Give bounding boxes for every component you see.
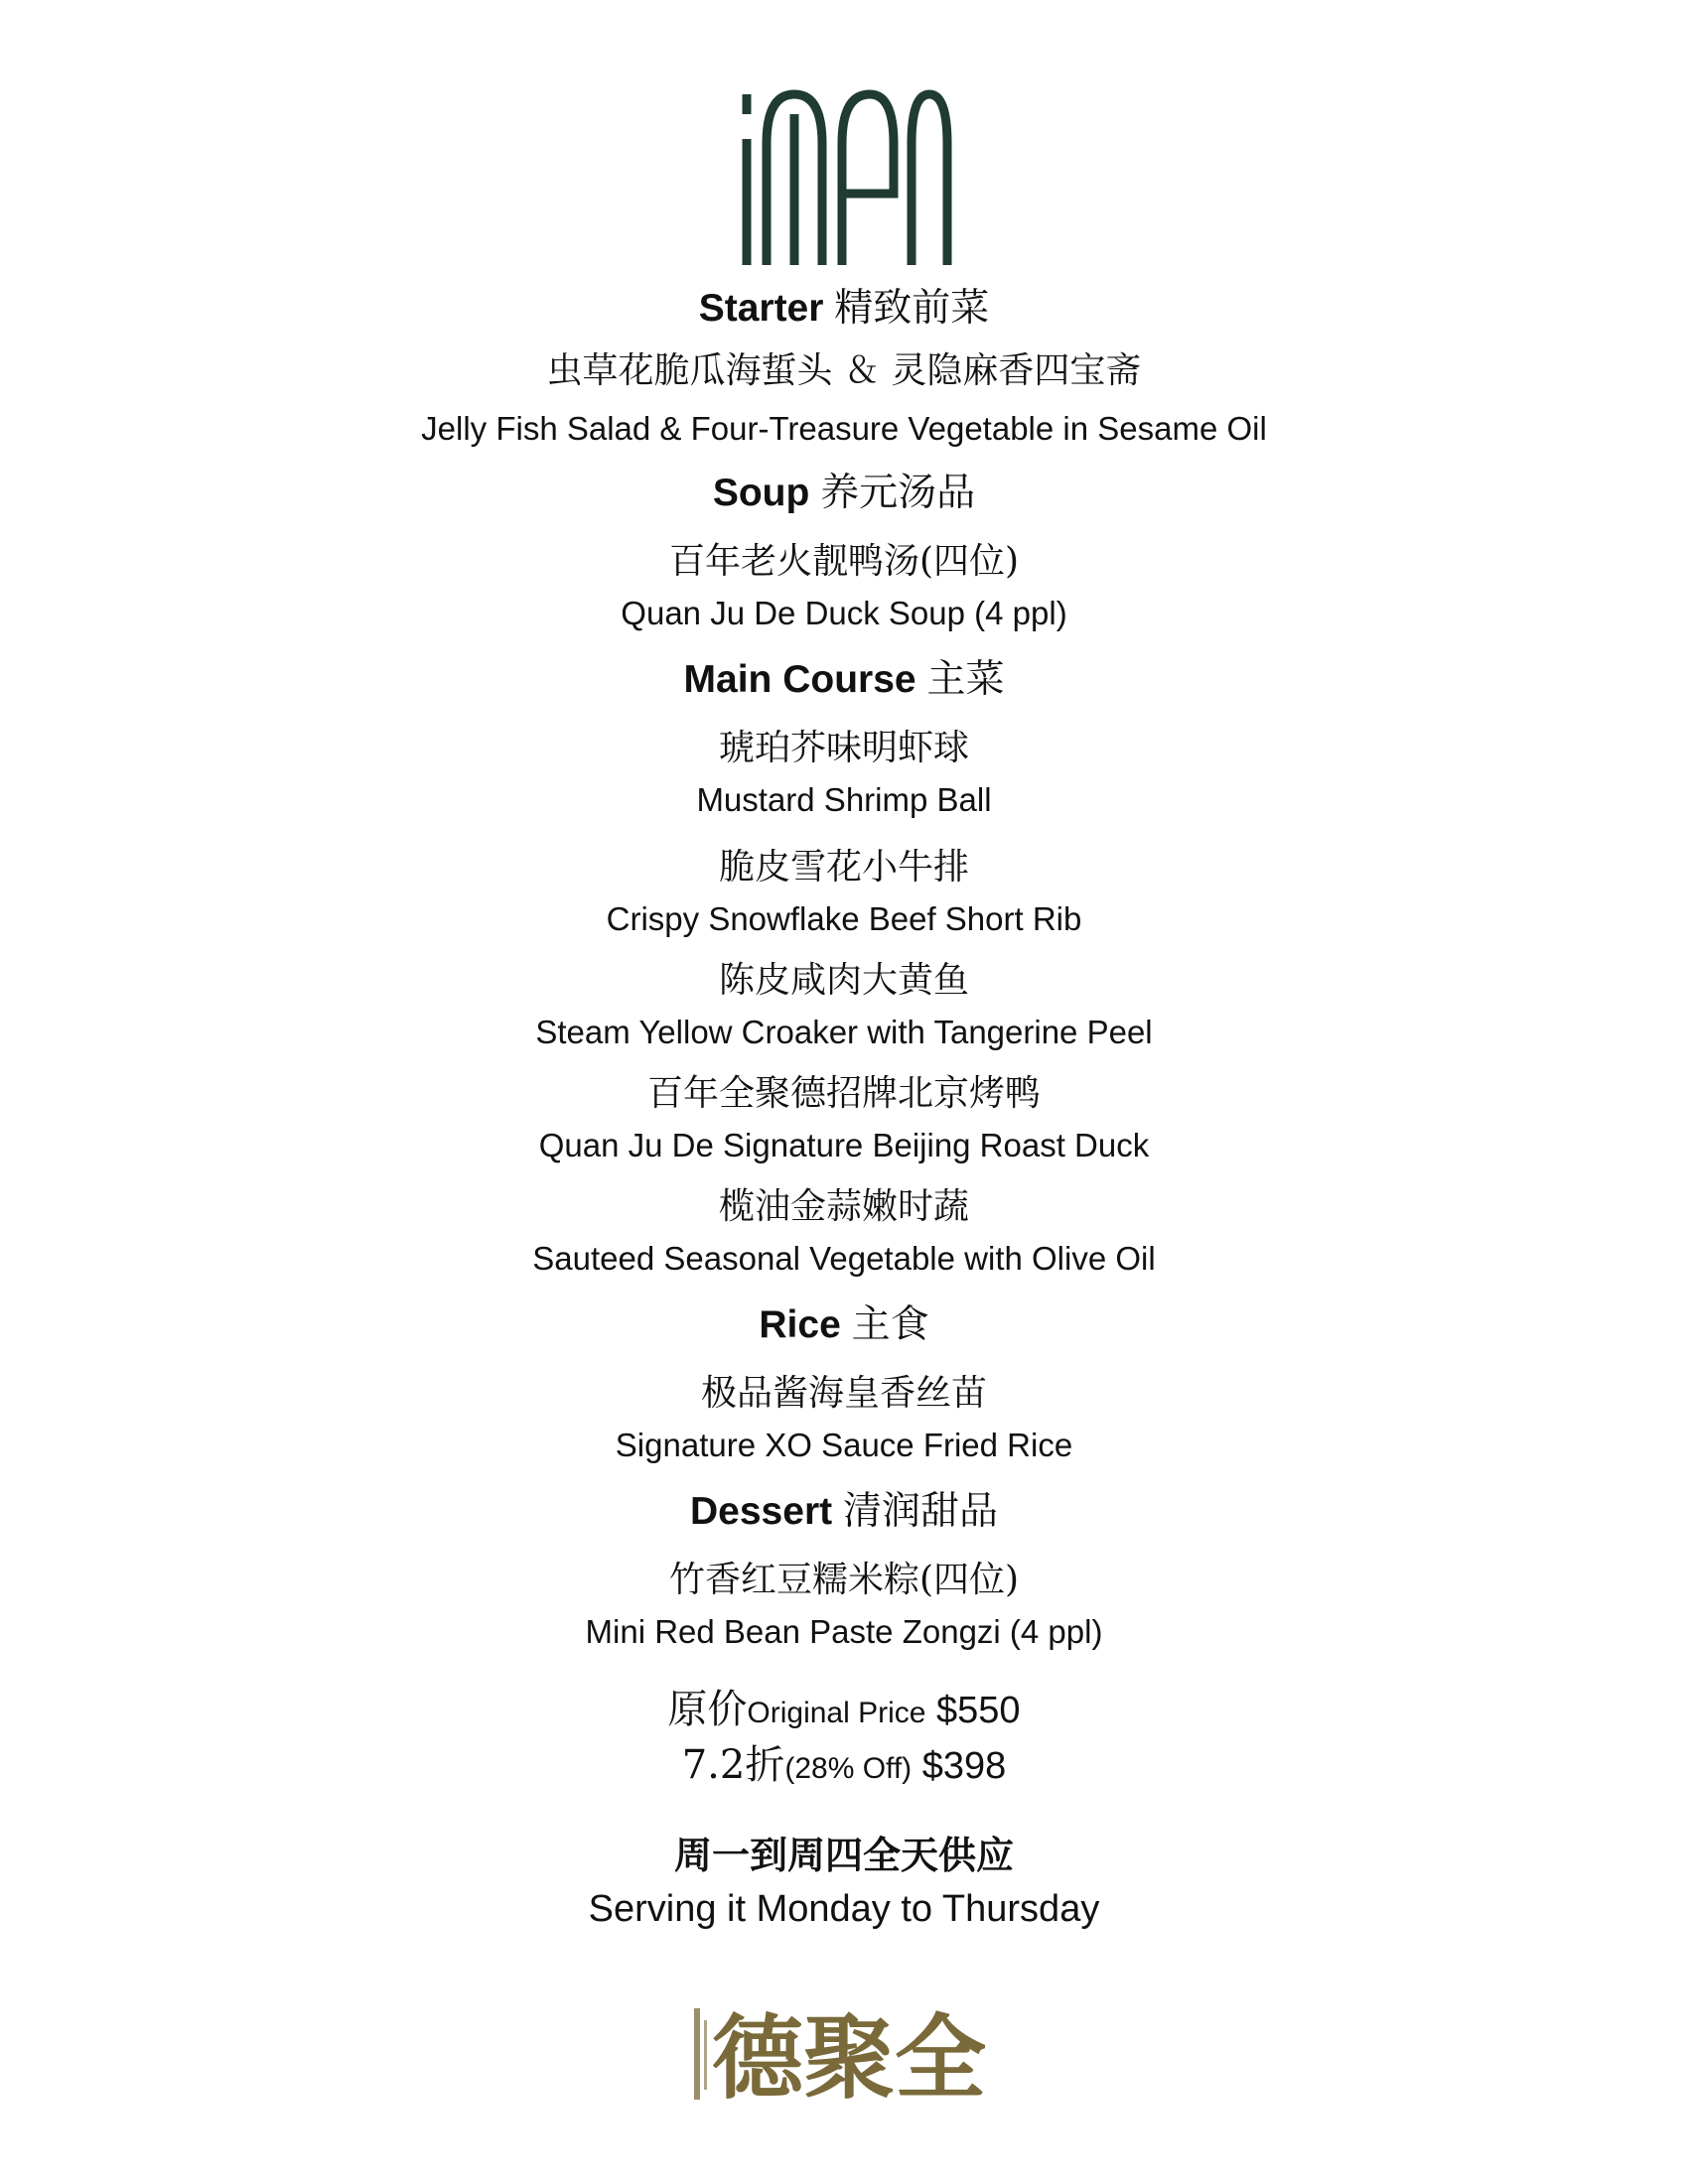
main-course-heading-en: Main Course: [683, 658, 916, 701]
rice-heading-en: Rice: [759, 1303, 841, 1346]
soup-heading-en: Soup: [712, 472, 810, 514]
dessert-item-zh: 竹香红豆糯米粽(四位): [668, 1560, 1020, 1600]
quanjude-seal: [690, 1990, 998, 2119]
soup-heading-zh: 养元汤品: [820, 471, 976, 515]
main-item-zh: 陈皮咸肉大黄鱼: [718, 960, 969, 1001]
rice-heading-zh: 主食: [851, 1302, 929, 1347]
main-course-heading-zh: 主菜: [926, 657, 1005, 702]
original-price-amount: $550: [936, 1690, 1021, 1731]
rice-item-zh: 极品酱海皇香丝苗: [700, 1373, 987, 1414]
serving-en: Serving it Monday to Thursday: [588, 1888, 1100, 1930]
original-price-en: Original Price: [747, 1697, 926, 1729]
main-item-en: Sauteed Seasonal Vegetable with Olive Oil: [532, 1240, 1156, 1277]
serving-zh: 周一到周四全天供应: [673, 1834, 1014, 1877]
starter-item-en: Jelly Fish Salad & Four-Treasure Vegetable in Sesame Oil: [421, 410, 1267, 447]
starter-heading-en: Starter: [698, 287, 824, 330]
main-item-zh: 琥珀芥味明虾球: [718, 728, 969, 768]
svg-text:德聚全: 德聚全: [711, 2004, 987, 2112]
starter-heading: [0, 286, 1688, 332]
soup-heading: [0, 471, 1688, 516]
iden-logo: [735, 84, 953, 273]
original-price: [0, 1684, 1688, 1739]
starter-item-zh: 虫草花脆瓜海蜇头 ＆ 灵隐麻香四宝斋: [546, 350, 1142, 391]
dessert-heading-zh: 清润甜品: [842, 1489, 998, 1534]
discount-zh: 7.2折: [681, 1742, 785, 1788]
discount-amount: $398: [921, 1745, 1007, 1787]
main-item-en: Crispy Snowflake Beef Short Rib: [606, 900, 1082, 937]
rice-item-en: Signature XO Sauce Fried Rice: [615, 1427, 1073, 1463]
discount-price: [0, 1739, 1688, 1795]
dessert-heading: [0, 1489, 1688, 1535]
main-item-en: Quan Ju De Signature Beijing Roast Duck: [538, 1127, 1150, 1163]
original-price-zh: 原价: [667, 1687, 748, 1732]
discount-en: (28% Off): [784, 1752, 913, 1785]
soup-item-zh: 百年老火靓鸭汤(四位): [668, 541, 1020, 582]
main-item-zh: 脆皮雪花小牛排: [718, 847, 969, 887]
dessert-heading-en: Dessert: [690, 1490, 833, 1533]
dessert-item-en: Mini Red Bean Paste Zongzi (4 ppl): [585, 1613, 1103, 1650]
starter-heading-zh: 精致前菜: [834, 286, 990, 331]
soup-item-en: Quan Ju De Duck Soup (4 ppl): [621, 595, 1067, 631]
rice-heading: [0, 1302, 1688, 1348]
main-item-zh: 榄油金蒜嫩时蔬: [718, 1186, 969, 1227]
main-item-zh: 百年全聚德招牌北京烤鸭: [646, 1073, 1041, 1114]
main-item-en: Mustard Shrimp Ball: [696, 781, 992, 818]
quanjude-seal-mark: [690, 1990, 998, 2119]
main-item-en: Steam Yellow Croaker with Tangerine Peel: [535, 1014, 1153, 1050]
main-course-heading: [0, 657, 1688, 703]
iden-logo-mark: [735, 84, 953, 273]
